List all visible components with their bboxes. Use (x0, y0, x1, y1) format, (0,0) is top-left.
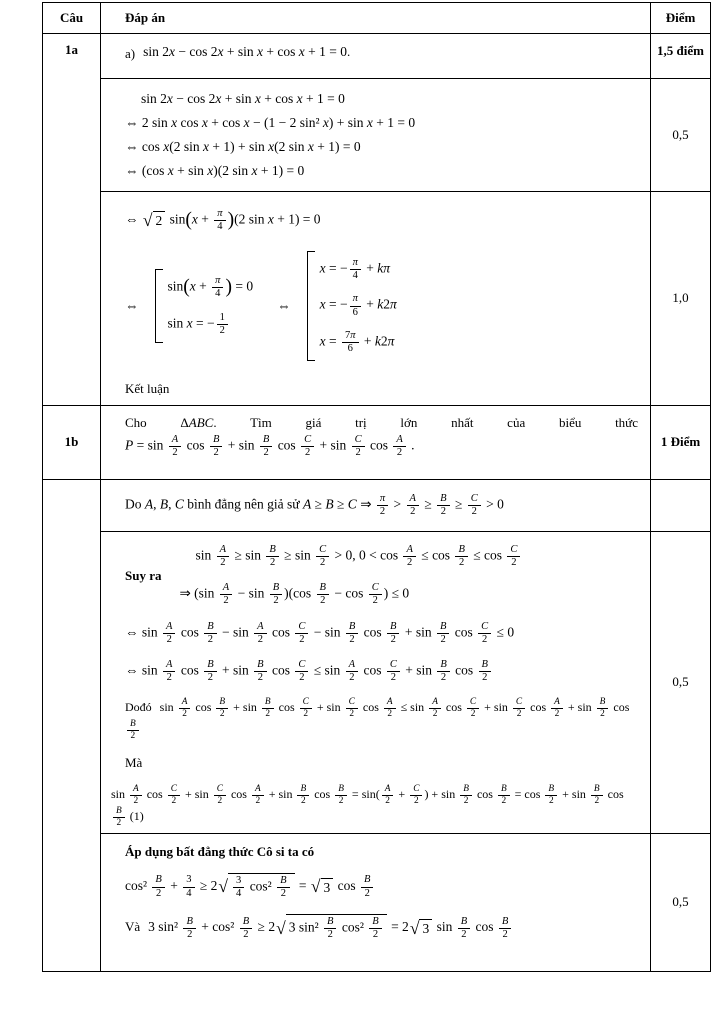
problem-1a-line (125, 44, 640, 60)
cauchy-cell (101, 833, 651, 971)
row-1b-problem (43, 405, 711, 479)
main-argument-cell (101, 532, 651, 834)
va-label: Và (125, 919, 141, 935)
cases-bracket-right (307, 251, 405, 361)
solution-1a-cell (101, 192, 651, 406)
case-right-1: x = − $\frac{\pi}{4}$ + kπ (319, 257, 390, 282)
suyra-line-2: ⇒ (sin $\frac{A}{2}$ − sin $\frac{B}{2}$ )(cos $\frac{B}{2}$ − cos $\frac{C}{2}$ ) ≤ 0 (179, 582, 410, 607)
points-1a-solution: 1,0 (651, 192, 711, 406)
cauchy-heading: Áp dụng bất đẳng thức Cô si ta có (125, 843, 315, 859)
ma-formula: sin $\frac{A}{2}$ cos $\frac{C}{2}$ + sin $\frac{C}{2}$ cos $\frac{A}{2}$ + sin $\frac{B}{2}$ cos $\frac{B}{2}$ = sin( $\frac{A}{2}$ + $\frac{C}{2}$ ) + sin $\frac{B}{2}$ cos $\frac{B}{2}$ = cos $\frac{B}{2}$ + sin $\frac{B}{2}$ cos $\frac{B}{2}$ (1) (111, 783, 624, 829)
part-a-label: a) (125, 46, 136, 61)
case-right-3: x = $\frac{7\pi}{6}$ + k2π (319, 329, 395, 354)
row-1b-cauchy (43, 833, 711, 971)
points-1b-total: 1 Điểm (651, 405, 711, 479)
row-1b-assumption (43, 479, 711, 531)
suyra-label: Suy ra (125, 567, 162, 583)
points-cauchy: 0,5 (651, 833, 711, 971)
suyra-lines (179, 544, 522, 607)
derivation-line-4: ⇔ (cos x + sin x)(2 sin x + 1) = 0 (125, 163, 305, 178)
solution-line-1: ⇔ √ 2 sin(x + $\frac{\pi}{4}$ )(2 sin x + 1) = 0 (125, 208, 321, 233)
conclusion-text: Kết luận (125, 380, 170, 396)
suyra-block (125, 544, 640, 607)
points-main-argument: 0,5 (651, 532, 711, 834)
case-right-2: x = − $\frac{\pi}{6}$ + k2π (319, 293, 397, 318)
problem-1b-text: Cho ΔABC. Tìm giá trị lớn nhất của biểu thức (125, 414, 638, 430)
solution-cases-row (125, 251, 640, 361)
problem-1a-formula: sin 2x − cos 2x + sin x + cos x + 1 = 0 (143, 44, 347, 59)
column-header-points: Điểm (651, 3, 711, 34)
cauchy-line-1: cos² $\frac{B}{2}$ + $\frac{3}{4}$ ≥ 2 √ $\frac{3}{4}$ cos² $\frac{B}{2}$ = √ 3 cos $\frac{B}{2}$ (125, 873, 640, 901)
column-header-question: Câu (43, 3, 101, 34)
problem-1b-formula: P = sin $\frac{A}{2}$ cos $\frac{B}{2}$ + sin $\frac{B}{2}$ cos $\frac{C}{2}$ + sin $\frac{C}{2}$ cos $\frac{A}{2}$ . (125, 433, 415, 458)
suyra-line-1: sin $\frac{A}{2}$ ≥ sin $\frac{B}{2}$ ≥ sin $\frac{C}{2}$ > 0, 0 < cos $\frac{A}{2}$ ≤ cos $\frac{B}{2}$ ≤ cos $\frac{C}{2}$ (195, 544, 522, 569)
row-1a-derivation (43, 79, 711, 192)
cauchy-line-2: 3 sin² $\frac{B}{2}$ + cos² $\frac{B}{2}$ ≥ 2 √ 3 sin² $\frac{B}{2}$ cos² $\frac{B}{2}$ = 2 √ 3 sin $\frac{B}{2}$ cos $\frac{B}{2}$ (148, 919, 513, 934)
iff-symbol: ⇔ (277, 298, 291, 314)
derivation-line-1: sin 2x − cos 2x + sin x + cos x + 1 = 0 (141, 91, 345, 106)
question-label-1a: 1a (43, 34, 101, 406)
row-1b-main-argument (43, 532, 711, 834)
problem-1b-cell (101, 405, 651, 479)
row-1a-problem (43, 34, 711, 79)
argument-line-3: ⇔ sin $\frac{A}{2}$ cos $\frac{B}{2}$ − sin $\frac{A}{2}$ cos $\frac{C}{2}$ − sin $\frac{B}{2}$ cos $\frac{B}{2}$ + sin $\frac{B}{2}$ cos $\frac{C}{2}$ ≤ 0 (125, 620, 515, 645)
derivation-line-2: ⇔ 2 sin x cos x + cos x − (1 − 2 sin² x) + sin x + 1 = 0 (125, 115, 416, 130)
dodo-label: Dođó (125, 699, 152, 714)
case-left-2: sin x = − $\frac{1}{2}$ (168, 312, 230, 337)
problem-1a-period: . (346, 44, 351, 59)
points-1a-total: 1,5 điểm (651, 34, 711, 79)
cauchy-line-2-wrap (125, 914, 640, 942)
derivation-1a-cell (101, 79, 651, 192)
header-row (43, 3, 711, 34)
row-1a-solution (43, 192, 711, 406)
problem-1a-cell (101, 34, 651, 79)
answer-key-table (42, 2, 711, 972)
cases-bracket-left (155, 269, 262, 342)
case-left-1: sin(x + $\frac{\pi}{4}$ ) = 0 (167, 275, 254, 300)
dodo-line (125, 697, 640, 742)
question-label-1b: 1b (43, 405, 101, 479)
points-assumption (651, 479, 711, 531)
ma-label: Mà (125, 754, 143, 770)
derivation-line-3: ⇔ cos x(2 sin x + 1) + sin x(2 sin x + 1) = 0 (125, 139, 361, 154)
assumption-line: Do A, B, C bình đẳng nên giả sử A ≥ B ≥ C ⇒ $\frac{\pi}{2}$ > $\frac{A}{2}$ ≥ $\frac{B}{2}$ ≥ $\frac{C}{2}$ > 0 (125, 492, 504, 517)
column-header-answer: Đáp án (101, 3, 651, 34)
question-label-blank (43, 479, 101, 971)
points-1a-derivation: 0,5 (651, 79, 711, 192)
iff-symbol: ⇔ (125, 298, 139, 314)
dodo-formula: sin $\frac{A}{2}$ cos $\frac{B}{2}$ + sin $\frac{B}{2}$ cos $\frac{C}{2}$ + sin $\frac{C}{2}$ cos $\frac{A}{2}$ ≤ sin $\frac{A}{2}$ cos $\frac{C}{2}$ + sin $\frac{C}{2}$ cos $\frac{A}{2}$ + sin $\frac{B}{2}$ cos $\frac{B}{2}$ (125, 700, 629, 737)
assumption-cell (101, 479, 651, 531)
argument-line-4: ⇔ sin $\frac{A}{2}$ cos $\frac{B}{2}$ + sin $\frac{B}{2}$ cos $\frac{C}{2}$ ≤ sin $\frac{A}{2}$ cos $\frac{C}{2}$ + sin $\frac{B}{2}$ cos $\frac{B}{2}$ (125, 659, 640, 684)
